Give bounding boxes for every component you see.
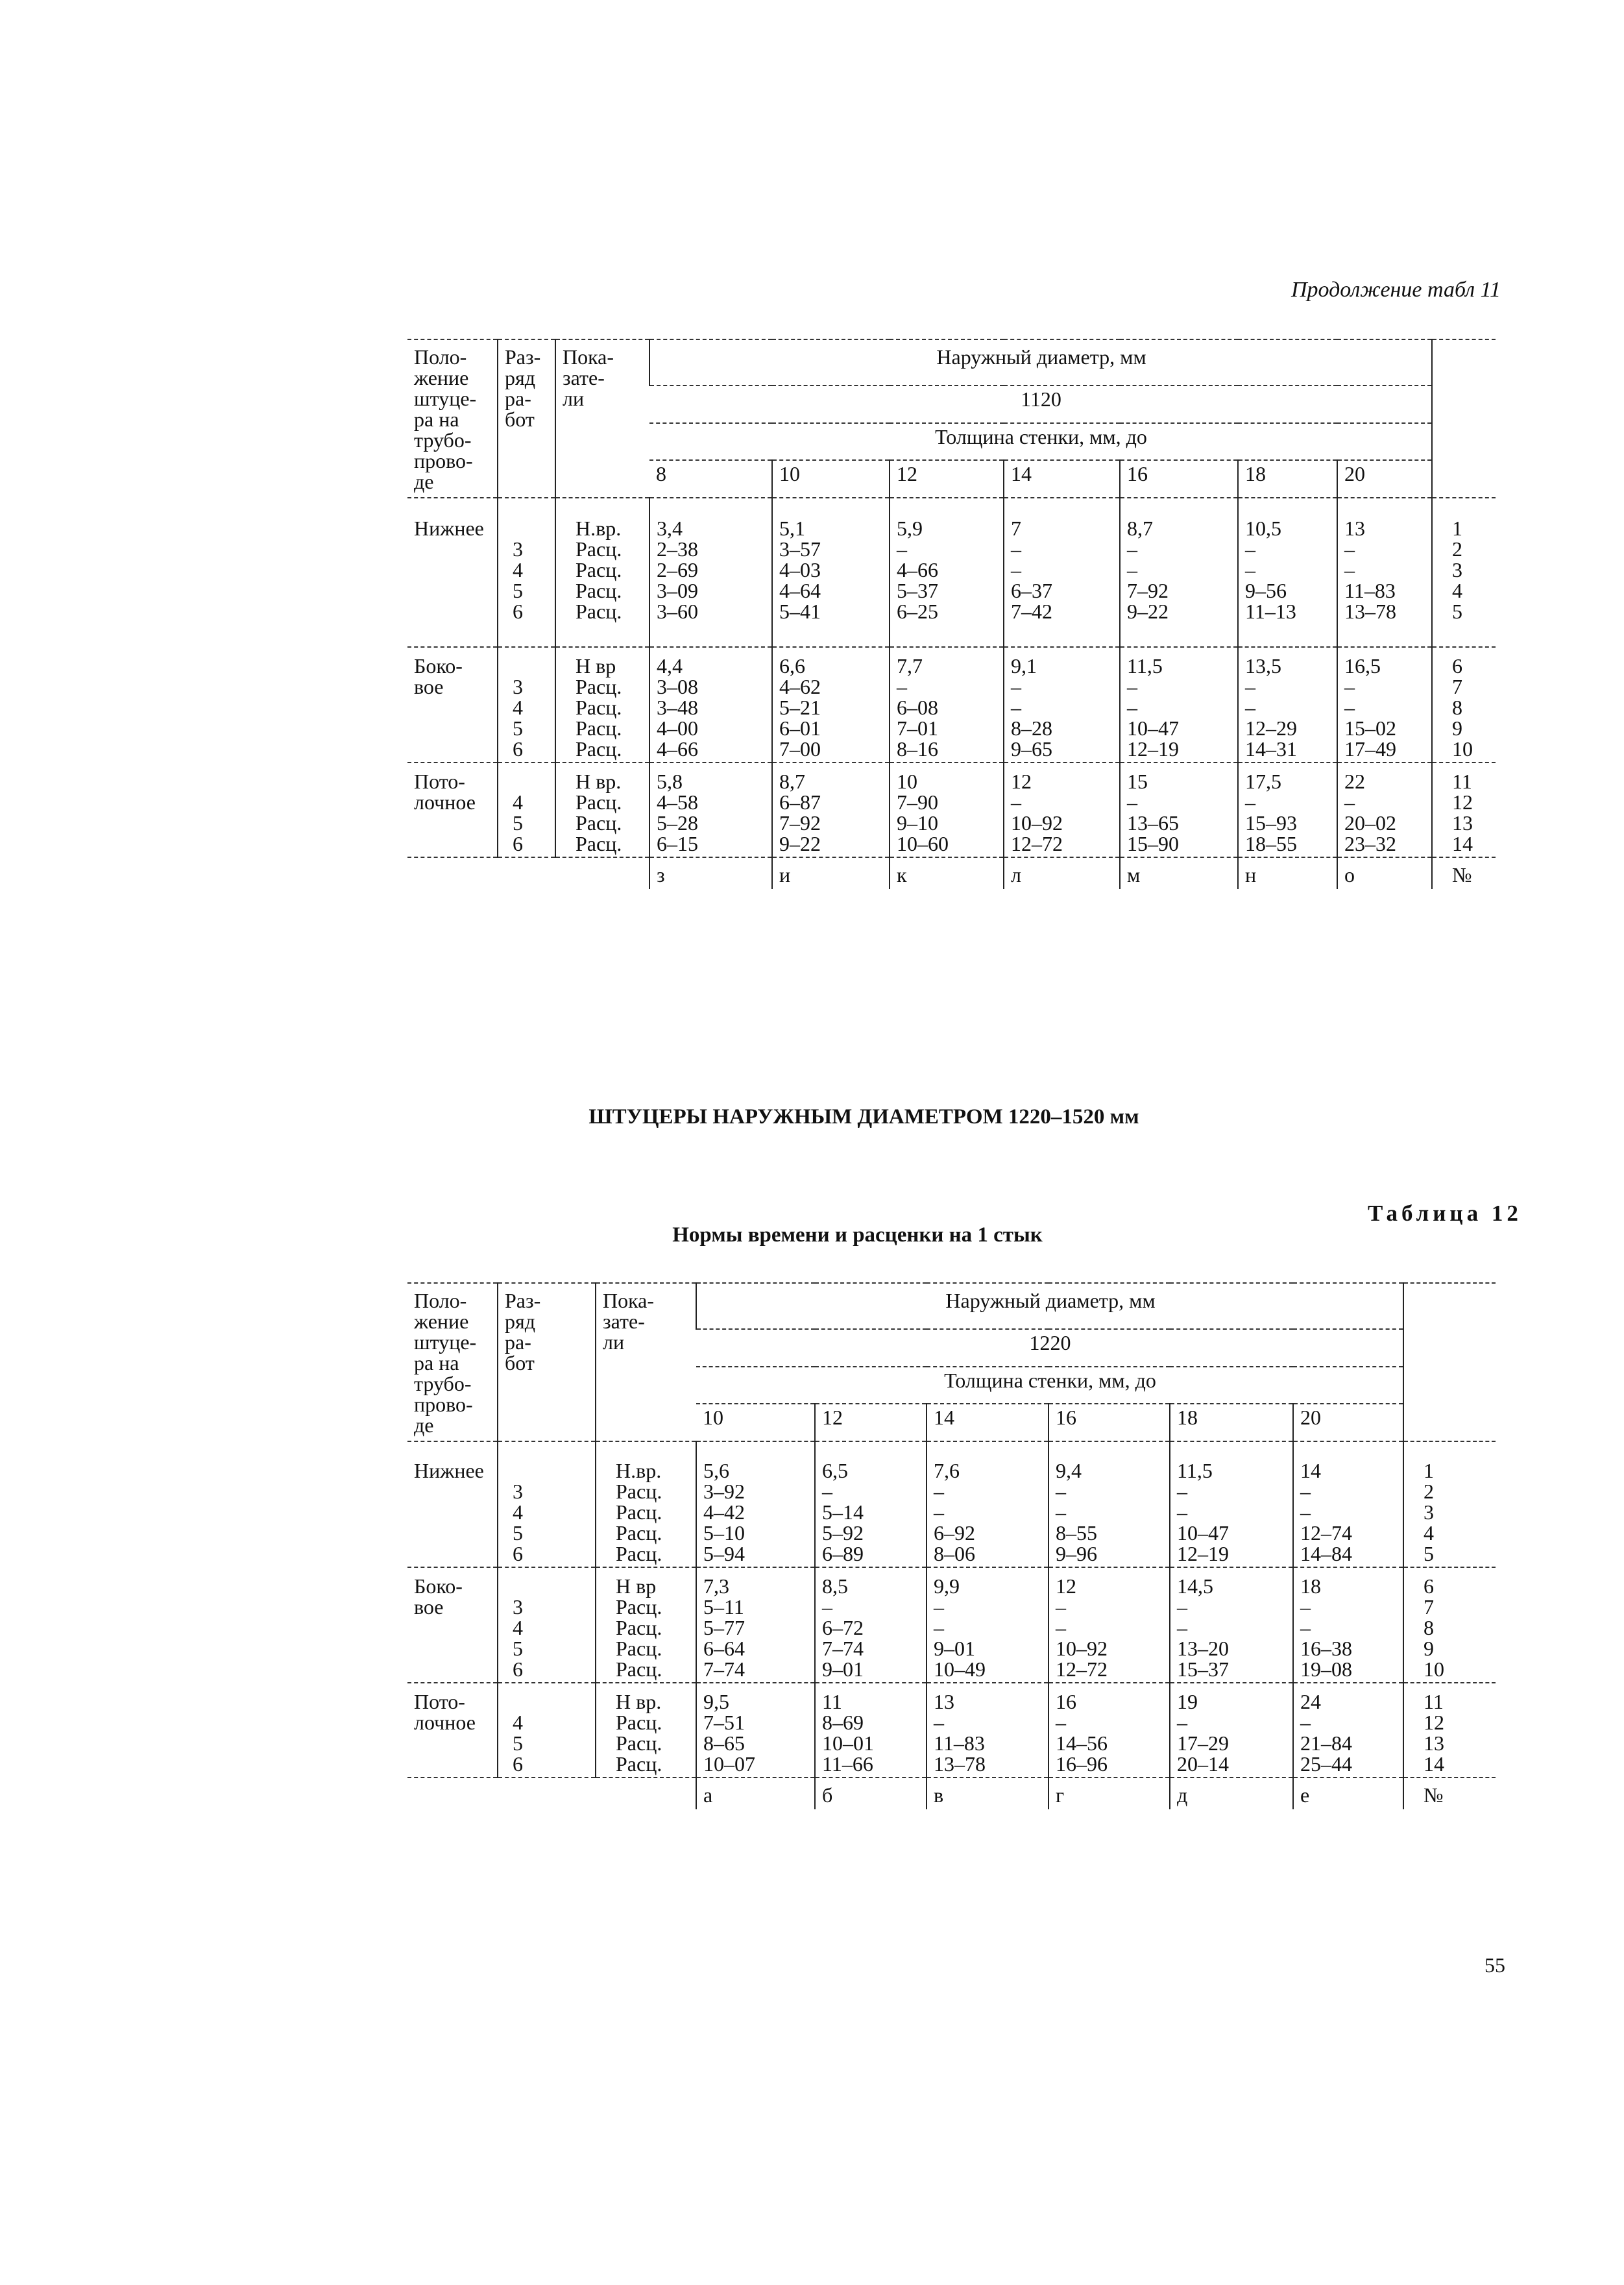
thickness-col: 16 <box>1120 460 1238 498</box>
thickness-col: 14 <box>1004 460 1120 498</box>
header-diameter-value: 1120 <box>649 385 1432 423</box>
section-title: ШТУЦЕРЫ НАРУЖНЫМ ДИАМЕТРОМ 1220–1520 мм <box>588 1105 1139 1129</box>
header-diameter-label: Наружный диаметр, мм <box>696 1283 1403 1329</box>
page-number: 55 <box>1485 1953 1505 1977</box>
value-cell: 11,5 – – 10–47 12–19 <box>1120 647 1238 763</box>
row-number-cell: 11 12 13 14 <box>1403 1683 1496 1778</box>
column-letter: а <box>696 1778 815 1809</box>
value-cell: 8,7 – – 7–92 9–22 <box>1120 498 1238 647</box>
row-number-cell: 6 7 8 9 10 <box>1403 1567 1496 1683</box>
position-cell: Нижнее <box>407 1441 498 1567</box>
value-cell: 4,4 3–08 3–48 4–00 4–66 <box>649 647 772 763</box>
grade-cell: 3 4 5 6 <box>498 647 555 763</box>
row-number-cell: 6 7 8 9 10 <box>1432 647 1496 763</box>
header-position: Поло- жение штуце- ра на трубо- прово- де <box>407 339 498 498</box>
thickness-col: 20 <box>1293 1404 1403 1441</box>
column-letter: и <box>772 857 890 889</box>
header-grade: Раз- ряд ра- бот <box>498 1283 596 1441</box>
value-cell: 12 – – 10–92 12–72 <box>1048 1567 1170 1683</box>
value-cell: 11,5 – – 10–47 12–19 <box>1170 1441 1293 1567</box>
value-cell: 5,9 – 4–66 5–37 6–25 <box>890 498 1004 647</box>
indicator-cell: Н вр. Расц. Расц. Расц. <box>596 1683 696 1778</box>
indicator-cell: Н.вр. Расц. Расц. Расц. Расц. <box>596 1441 696 1567</box>
thickness-col: 14 <box>927 1404 1048 1441</box>
value-cell: 16 – 14–56 16–96 <box>1048 1683 1170 1778</box>
value-cell: 3,4 2–38 2–69 3–09 3–60 <box>649 498 772 647</box>
thickness-col: 20 <box>1337 460 1432 498</box>
value-cell: 9,1 – – 8–28 9–65 <box>1004 647 1120 763</box>
value-cell: 8,7 6–87 7–92 9–22 <box>772 763 890 857</box>
table-12-subtitle: Нормы времени и расценки на 1 стык <box>672 1223 1043 1247</box>
column-letter: к <box>890 857 1004 889</box>
value-cell: 5,1 3–57 4–03 4–64 5–41 <box>772 498 890 647</box>
value-cell: 13,5 – – 12–29 14–31 <box>1238 647 1337 763</box>
value-cell: 15 – 13–65 15–90 <box>1120 763 1238 857</box>
value-cell: 11 8–69 10–01 11–66 <box>815 1683 927 1778</box>
value-cell: 22 – 20–02 23–32 <box>1337 763 1432 857</box>
column-letter: д <box>1170 1778 1293 1809</box>
header-diameter-value: 1220 <box>696 1329 1403 1367</box>
value-cell: 10 7–90 9–10 10–60 <box>890 763 1004 857</box>
value-cell: 16,5 – – 15–02 17–49 <box>1337 647 1432 763</box>
column-letter: г <box>1048 1778 1170 1809</box>
column-letter: № <box>1403 1778 1496 1809</box>
column-letter: б <box>815 1778 927 1809</box>
column-letter: в <box>927 1778 1048 1809</box>
continuation-caption: Продолжение табл 11 <box>1291 278 1501 302</box>
grade-cell: 3 4 5 6 <box>498 1441 596 1567</box>
row-number-cell: 11 12 13 14 <box>1432 763 1496 857</box>
thickness-col: 12 <box>890 460 1004 498</box>
value-cell: 14,5 – – 13–20 15–37 <box>1170 1567 1293 1683</box>
value-cell: 24 – 21–84 25–44 <box>1293 1683 1403 1778</box>
header-wall-thickness: Толщина стенки, мм, до <box>649 423 1432 461</box>
table-12 <box>407 1282 1496 1809</box>
header-indicators: Пока- зате- ли <box>596 1283 696 1441</box>
column-letter: л <box>1004 857 1120 889</box>
header-grade: Раз- ряд ра- бот <box>498 339 555 498</box>
position-cell: Пото- лочное <box>407 763 498 857</box>
thickness-col: 16 <box>1048 1404 1170 1441</box>
value-cell: 9,4 – – 8–55 9–96 <box>1048 1441 1170 1567</box>
value-cell: 5,6 3–92 4–42 5–10 5–94 <box>696 1441 815 1567</box>
thickness-col: 10 <box>772 460 890 498</box>
value-cell: 7,7 – 6–08 7–01 8–16 <box>890 647 1004 763</box>
value-cell: 7,3 5–11 5–77 6–64 7–74 <box>696 1567 815 1683</box>
value-cell: 7 – – 6–37 7–42 <box>1004 498 1120 647</box>
indicator-cell: Н вр. Расц. Расц. Расц. <box>555 763 649 857</box>
thickness-col: 12 <box>815 1404 927 1441</box>
thickness-col: 18 <box>1238 460 1337 498</box>
value-cell: 18 – – 16–38 19–08 <box>1293 1567 1403 1683</box>
column-letter: № <box>1432 857 1496 889</box>
grade-cell: 3 4 5 6 <box>498 1567 596 1683</box>
grade-cell: 4 5 6 <box>498 763 555 857</box>
value-cell: 6,6 4–62 5–21 6–01 7–00 <box>772 647 890 763</box>
value-cell: 13 – 11–83 13–78 <box>927 1683 1048 1778</box>
column-letter: м <box>1120 857 1238 889</box>
position-cell: Пото- лочное <box>407 1683 498 1778</box>
header-indicators: Пока- зате- ли <box>555 339 649 498</box>
header-wall-thickness: Толщина стенки, мм, до <box>696 1367 1403 1404</box>
column-letter: о <box>1337 857 1432 889</box>
thickness-col: 18 <box>1170 1404 1293 1441</box>
row-number-cell: 1 2 3 4 5 <box>1432 498 1496 647</box>
column-letter: е <box>1293 1778 1403 1809</box>
value-cell: 9,5 7–51 8–65 10–07 <box>696 1683 815 1778</box>
table-12-label: Таблица 12 <box>1368 1201 1522 1226</box>
grade-cell: 4 5 6 <box>498 1683 596 1778</box>
position-cell: Боко- вое <box>407 1567 498 1683</box>
indicator-cell: Н.вр. Расц. Расц. Расц. Расц. <box>555 498 649 647</box>
grade-cell: 3 4 5 6 <box>498 498 555 647</box>
indicator-cell: Н вр Расц. Расц. Расц. Расц. <box>596 1567 696 1683</box>
value-cell: 17,5 – 15–93 18–55 <box>1238 763 1337 857</box>
value-cell: 9,9 – – 9–01 10–49 <box>927 1567 1048 1683</box>
value-cell: 13 – – 11–83 13–78 <box>1337 498 1432 647</box>
value-cell: 19 – 17–29 20–14 <box>1170 1683 1293 1778</box>
thickness-col: 10 <box>696 1404 815 1441</box>
indicator-cell: Н вр Расц. Расц. Расц. Расц. <box>555 647 649 763</box>
value-cell: 7,6 – – 6–92 8–06 <box>927 1441 1048 1567</box>
header-diameter-label: Наружный диаметр, мм <box>649 339 1432 385</box>
header-position: Поло- жение штуце- ра на трубо- прово- де <box>407 1283 498 1441</box>
column-letter: н <box>1238 857 1337 889</box>
value-cell: 8,5 – 6–72 7–74 9–01 <box>815 1567 927 1683</box>
table-11 <box>407 339 1496 889</box>
value-cell: 6,5 – 5–14 5–92 6–89 <box>815 1441 927 1567</box>
position-cell: Боко- вое <box>407 647 498 763</box>
thickness-col: 8 <box>649 460 772 498</box>
row-number-cell: 1 2 3 4 5 <box>1403 1441 1496 1567</box>
value-cell: 14 – – 12–74 14–84 <box>1293 1441 1403 1567</box>
column-letter: з <box>649 857 772 889</box>
value-cell: 10,5 – – 9–56 11–13 <box>1238 498 1337 647</box>
value-cell: 12 – 10–92 12–72 <box>1004 763 1120 857</box>
position-cell: Нижнее <box>407 498 498 647</box>
value-cell: 5,8 4–58 5–28 6–15 <box>649 763 772 857</box>
